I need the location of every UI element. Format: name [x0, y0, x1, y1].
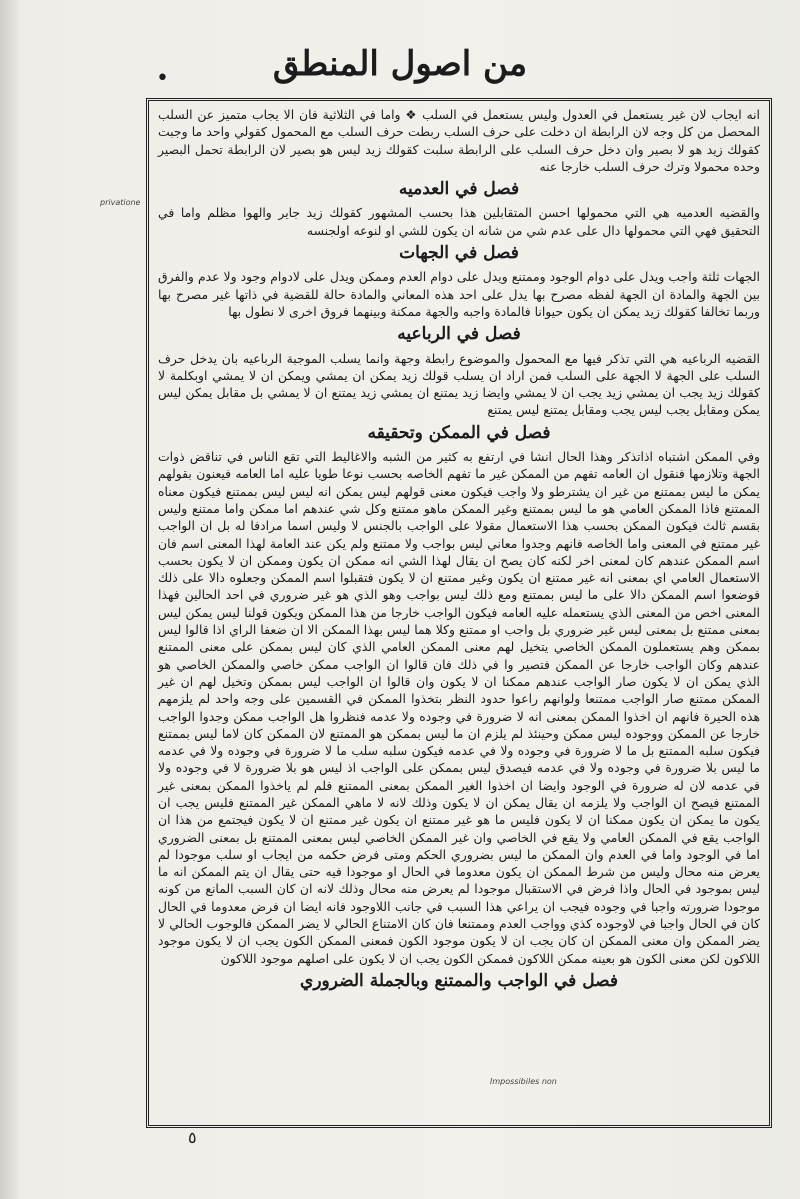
text-body — [152, 106, 766, 1122]
paragraph: القضيه الرباعيه هي التي تذكر فيها مع المحمول والموضوع رابطة وجهة وانما يسلب الموجبة الرباعيه بان يدخل حرف السلب على الجهة لا الجهة على السلب فمن اراد ان يسلب قولك زيد يمكن ان يمشي ويمكن ان لا يمشي اوبكلمة لا كقولك زيد يجب ان يمشي زيد يجب ان لا يمشي وايضا زيد يمتنع ان يمشي زيد يمتنع ان لا يمشي بل مقابل يمكن ليس يمكن ومقابل يجب ليس يجب ومقابل يمتنع ليس يمتنع — [158, 350, 760, 418]
section-heading: فصل في الجهات — [399, 243, 519, 264]
section-heading: فصل في العدميه — [398, 179, 520, 200]
section-heading: فصل في الرباعيه — [397, 324, 521, 345]
page-number: ٥ — [188, 1128, 197, 1147]
paragraph: انه ايجاب لان غير يستعمل في العدول وليس يستعمل في السلب ❖ واما في الثلاثية فان الا يجاب متميز عن السلب المحصل من كل وجه لان الرابطة ان دخلت على حرف السلب ربطت حرف السلب مع المحمول كقولي واحد ما وجبت كقولك زيد هو لا بصير وان دخل حرف السلب على الرابطة سلبت كقولك زيد ليس هو بصير لان الرابطة تحمل البصير وحده محمولا وترك حرف السلب خارجا عنه — [158, 107, 760, 174]
running-head: من اصول المنطق — [272, 44, 528, 84]
paragraph: الجهات ثلثة واجب ويدل على دوام الوجود وممتنع ويدل على دوام العدم وممكن ويدل على لادوام وجود ولا عدم والفرق بين الجهة والمادة ان الجهة لفظه مصرح بها يدل على احد هذه المعاني والمادة حالة للقضية في ذاتها غير مصرح بها وربما تخالفا كقولك زيد يمكن ان يكون حيوانا فالمادة واجبه والجهة ممكنة وبينهما فروق اخرى لا نطول بها — [158, 269, 760, 319]
ornament-dot: • — [156, 66, 169, 91]
paragraph: وفي الممكن اشتباه اذاتذكر وهذا الحال انشا في ارتفع به كثير من الشبه والاغاليط التي تقع الناس في تناقض ذوات الجهة وتلازمها فنقول ان العامه تفهم من الممكن غير ما تفهم الخاصه بحسب نوعا طويا عليه اما العامه فيعنون بقولهم يمكن ما ليس بممتنع من غير ان يشترطو ولا واجب فيكون معنى قولهم ليس يمكن انه ليس ليس بممتنع فيكون معناه الممتنع فاذا الممكن العامي هو ما ليس بممتنع وغير الممكن ماهو ممتنع وكل شي عندهم اما ممكن واما ممتنع وليس بقسم ثالث فيكون الممكن بحسب هذا الاستعمال مقولا على الواجب بالجنس لا وليس اسما مرادفا له بل ان الواجب غير ممتنع في المعنى واما الخاصه فانهم وجدوا معاني ليس بواجب ولا ممتنع ولم يكن عند العامة لهذا المعنى اسم فان اسم الممكن عندهم كان لمعنى اخر لكنه كان يصح ان يقال لهذا الشي انه ممكن ان يكون وممكن ان لا يكون بحسب الاستعمال العامي اي بمعنى انه غير ممتنع ان يكون وغير ممتنع ان لا يكون فتقبلوا اسم الممكن وجعلوه دالا على ذلك فوضعوا اسم الممكن دالا على ما ليس بممتنع ومع ذلك ليس بواجب وهو الذي هو غير ضروري في احد الحالين فهذا المعنى اخص من المعنى الذي يستعمله عليه العامه فيكون الواجب خارجا من هذا الممكن ويكون قولنا ليس يمكن ليس بمعنى ممتنع بل بمعنى ليس غير ضروري بل واجب او ممتنع وكلا هما ليس بهذا الممكن الا ان ضعفا الراي اذا قالوا ليس بممكن وهم يستعملون الممكن الخاصي يتخيل لهم معنى الممكن العامي الذي كان ليس بممكن على معنى الممتنع عندهم وكان الواجب خارجا عن الممكن فتصير وا في ذلك فان قالوا ان الواجب ممكن خاصي والممكن الخاصي هو الذي يمكن ان لا يكون صار الواجب عندهم ممكنا ان لا يكون وان قالوا ان الواجب ليس بممكن وتخيل لهم ان غير الممكن ممتنع صار الواجب ممتنعا ولوانهم راعوا حدود النظر بتخذوا الممكن في القسمين على وجه واحد لم يلزمهم هذه الحيرة فانهم ان اخذوا الممكن بمعنى انه لا ضرورة في وجوده ولا عدمه فنظروا هل الواجب ممكن وجدوا الواجب خارجا عن الممكن ووجوده ليس ممكن وحينئذ لم يلزم ان ما ليس بممكن هو الممتنع لان الممكن كان لاما ليس بممتنع فيكون سلبه الممتنع بل ما لا ضرورة في وجوده ولا في عدمه فيكون سلبه سلب ما لا ضرورة في وجوده ولا في عدمه ما ليس بلا ضرورة في وجوده ولا في عدمه فيصدق ليس بممكن على الواجب اذ ليس هو بلا ضرورة لا في وجوده ولا في عدمه لان له ضرورة في الوجود وايضا ان اخذوا الغير الممكن بمعنى الممتنع فلم لم ياخذوا الممكن بمعنى غير الممتنع فيصح ان الواجب ولا يلزمه ان يقال يمكن ان لا يكون وذلك لانه لا ماهي الممكن غير الممتنع فليس يجب ان يكون ما يمكن ان يكون ممكنا ان لا يكون فليس ما هو غير ممتنع ان يكون غير ممتنع ان لا يكون فيجتمع من هذا ان الواجب يقع في الممكن العامي ولا يقع في الخاصي وان غير الممكن الخاصي ليس بمعنى الممتنع بل بمعنى الضروري اما في الوجود واما في العدم وان الممكن ما ليس بضروري الحكم ومتى فرض حكمه من ايجاب او سلب موجودا لم يعرض منه محال وليس من شرط الممكن ان يكون معدوما في الحال او موجودا فيه حتى يقال ان يتم الممكن انه ما ليس بموجود في الحال واذا فرض في الاستقبال موجودا لم يعرض منه محال وذلك لانه ان كان السبب المانع من كونه موجودا ضرورته واجبا في وجوده فيجب ان يراعي هذا السبب في جانب اللاوجود فانه ايضا ان فرض معدوما في الحال كان في الحال واجبا في لاوجوده كذي وواجب العدم وممتنعا فان كان الامتناع الحالي لا يضر الممكن فالوجوب الحالي لا يضر الممكن وان معنى الممكن ان كان يجب ان لا يكون موجود الكون فمعنى الممكن الكون يجب ان لا يكون موجود اللاكون لكن معنى الكون هو بعينه ممكن اللاكون فممكن الكون يجب ان لا يكون على اصلهم موجود اللاكون — [158, 449, 760, 966]
margin-note-left: privatione — [100, 198, 141, 207]
paragraph: والقضيه العدميه هي التي محمولها احسن المتقابلين هذا بحسب المشهور كقولك زيد جاير والهوا مظلم واما في التحقيق فهي التي محمولها دال على عدم شي من شانه ان يكون للشي او لنوعه اولجنسه — [158, 205, 760, 238]
margin-note-bottom: Impossibiles non — [490, 1077, 557, 1086]
section-heading: فصل في الواجب والممتنع وبالجملة الضروري — [300, 970, 618, 991]
section-heading: فصل في الممكن وتحقيقه — [367, 422, 551, 443]
